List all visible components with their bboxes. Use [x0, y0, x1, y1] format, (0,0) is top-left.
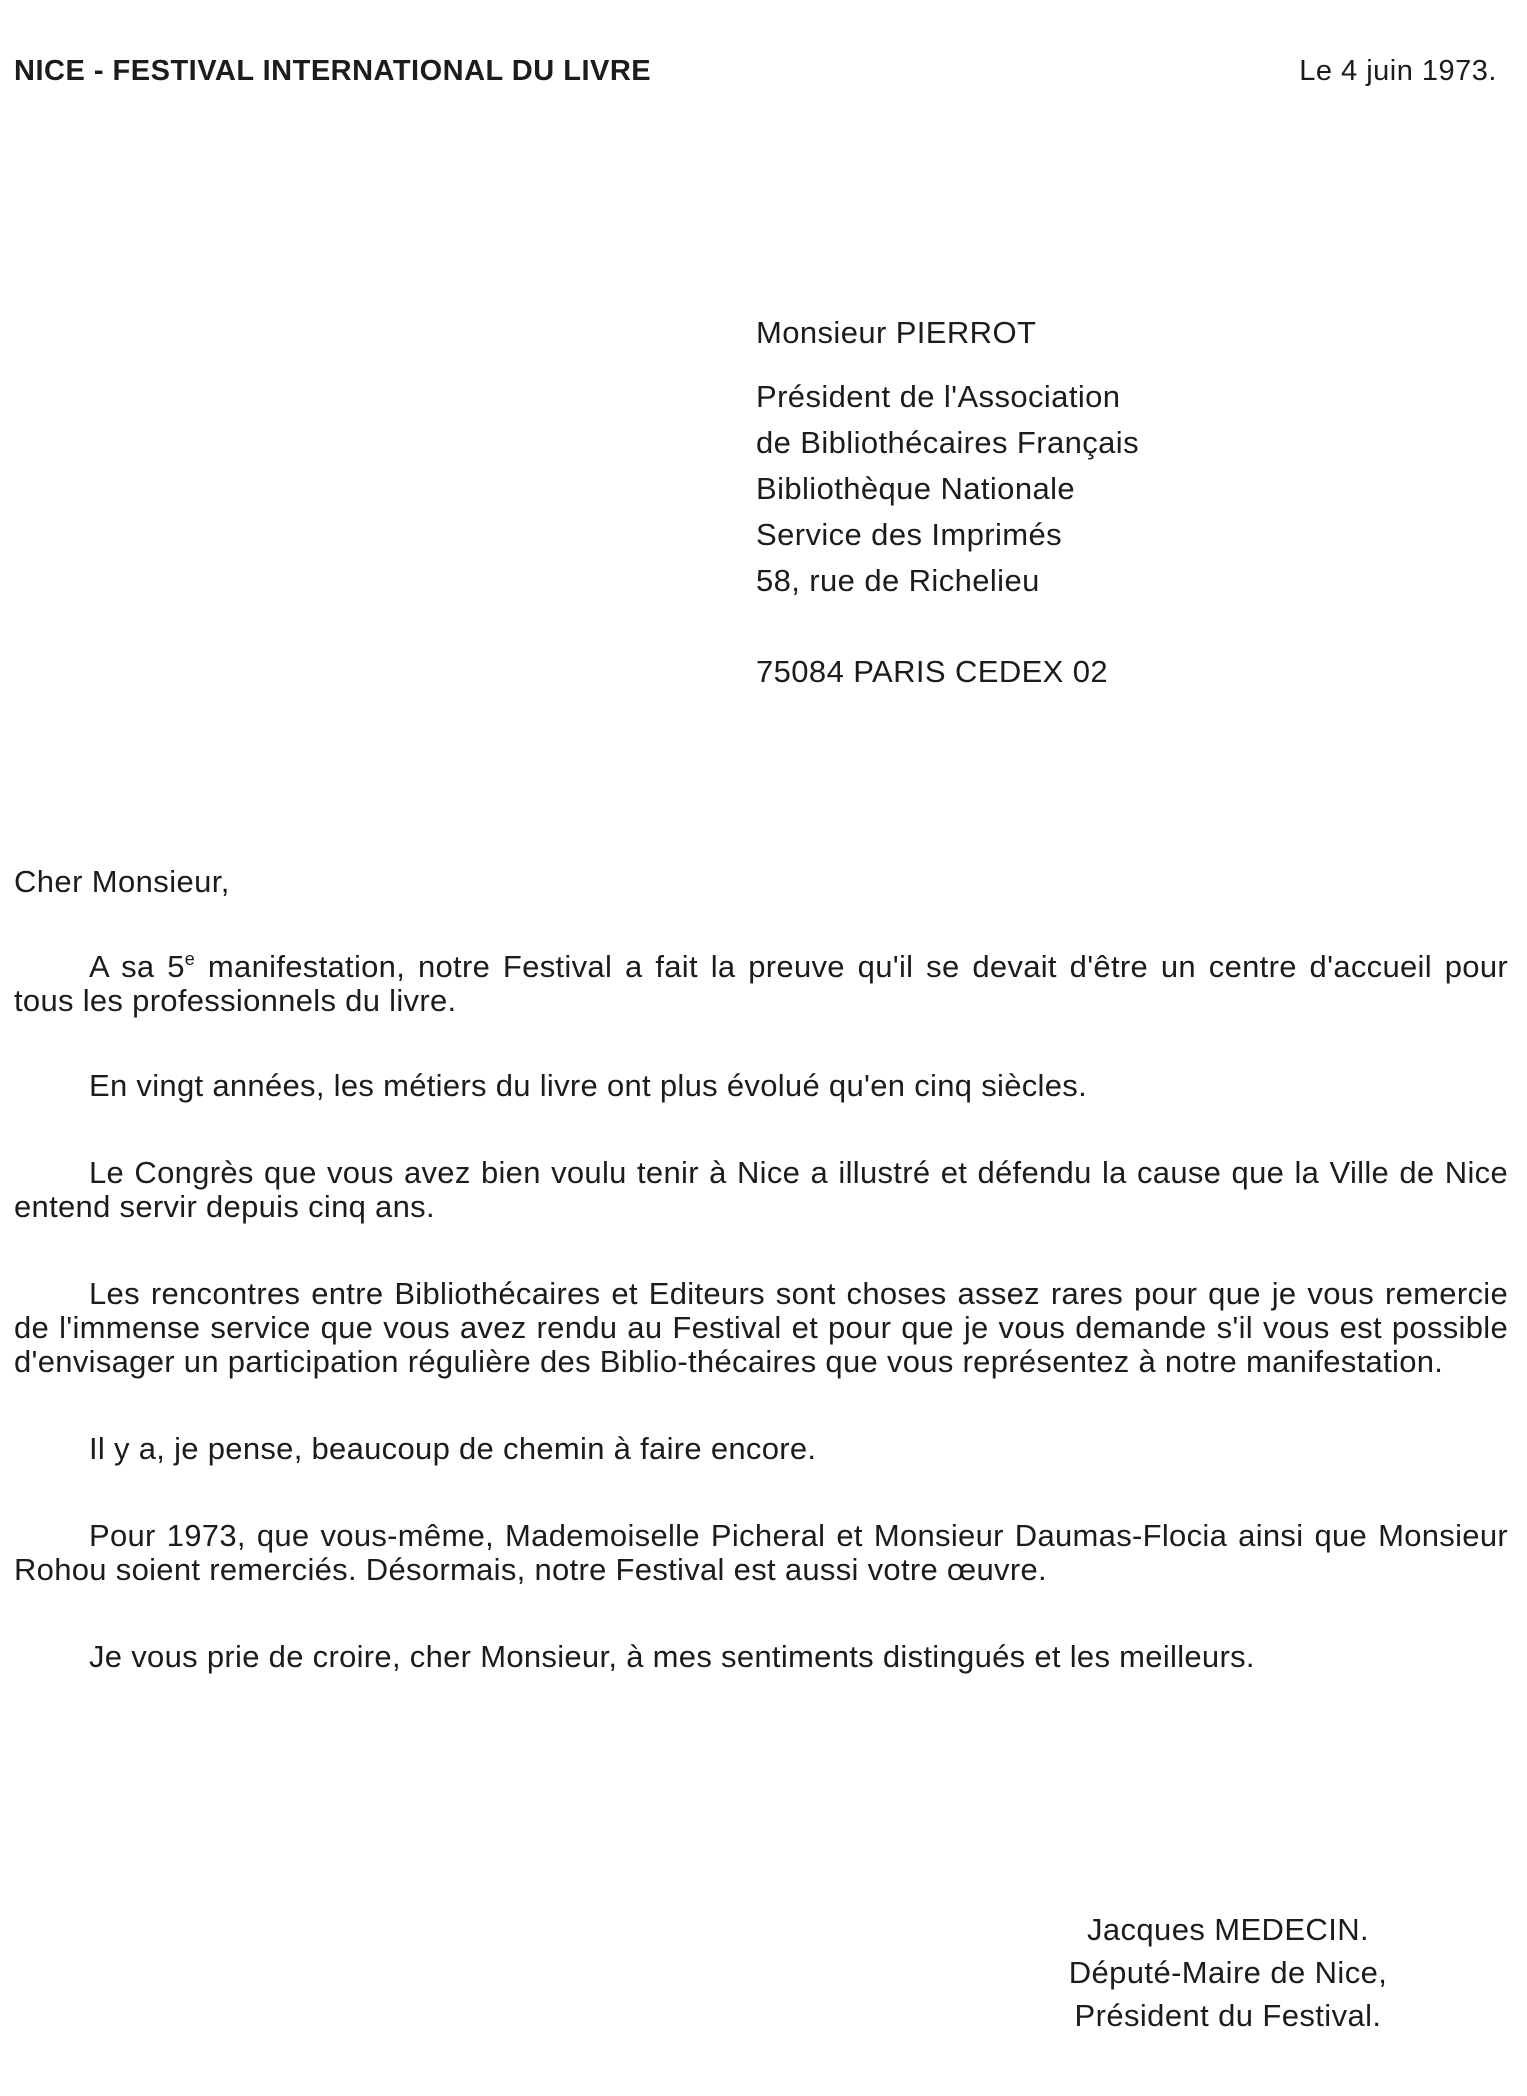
paragraph-text-end: manifestation, notre Festival a fait la preuve qu'il se devait d'être un centre d'accueil pour tous les professionnels du livre.: [14, 949, 1508, 1018]
body-paragraph: Je vous prie de croire, cher Monsieur, à mes sentiments distingués et les meilleurs.: [89, 1639, 1255, 1674]
body-paragraph: Les rencontres entre Bibliothécaires et Editeurs sont choses assez rares pour que je vous remercie de l'immense service que vous avez rendu au Festival et pour que je vous demande s'il vous est possible d'envisager un participation régulière des Biblio-thécaires que vous représentez à notre manifestation.: [14, 1276, 1508, 1379]
signature-block: [1058, 1908, 1398, 2037]
paragraph-text-start: A sa 5: [89, 949, 185, 984]
letter-date: Le 4 juin 1973.: [1299, 55, 1497, 87]
recipient-line: Service des Imprimés: [756, 517, 1063, 552]
recipient-line: Bibliothèque Nationale: [756, 471, 1076, 506]
recipient-line: 58, rue de Richelieu: [756, 563, 1040, 598]
recipient-city: 75084 PARIS CEDEX 02: [756, 654, 1109, 689]
ordinal-superscript: e: [184, 949, 196, 969]
recipient-address-block: [756, 310, 1139, 695]
signatory-name: Jacques MEDECIN.: [1086, 1912, 1370, 1947]
recipient-line: de Bibliothécaires Français: [756, 425, 1139, 460]
recipient-line: Président de l'Association: [756, 379, 1121, 414]
signatory-title: Président du Festival.: [1074, 1998, 1382, 2033]
body-paragraph: Il y a, je pense, beaucoup de chemin à faire encore.: [89, 1431, 817, 1466]
recipient-name: Monsieur PIERROT: [756, 315, 1037, 350]
body-paragraph: [14, 950, 1508, 1018]
letter-body: [14, 950, 1508, 1727]
letterhead-title: NICE - FESTIVAL INTERNATIONAL DU LIVRE: [14, 55, 652, 87]
salutation: Cher Monsieur,: [14, 864, 230, 899]
body-paragraph: Le Congrès que vous avez bien voulu tenir à Nice a illustré et défendu la cause que la Ville de Nice entend servir depuis cinq ans.: [14, 1155, 1508, 1224]
body-paragraph: En vingt années, les métiers du livre ont plus évolué qu'en cinq siècles.: [89, 1068, 1087, 1103]
body-paragraph: Pour 1973, que vous-même, Mademoiselle Picheral et Monsieur Daumas-Flocia ainsi que Monsieur Rohou soient remerciés. Désormais, notre Festival est aussi votre œuvre.: [14, 1518, 1508, 1587]
signatory-title: Député-Maire de Nice,: [1068, 1955, 1388, 1990]
